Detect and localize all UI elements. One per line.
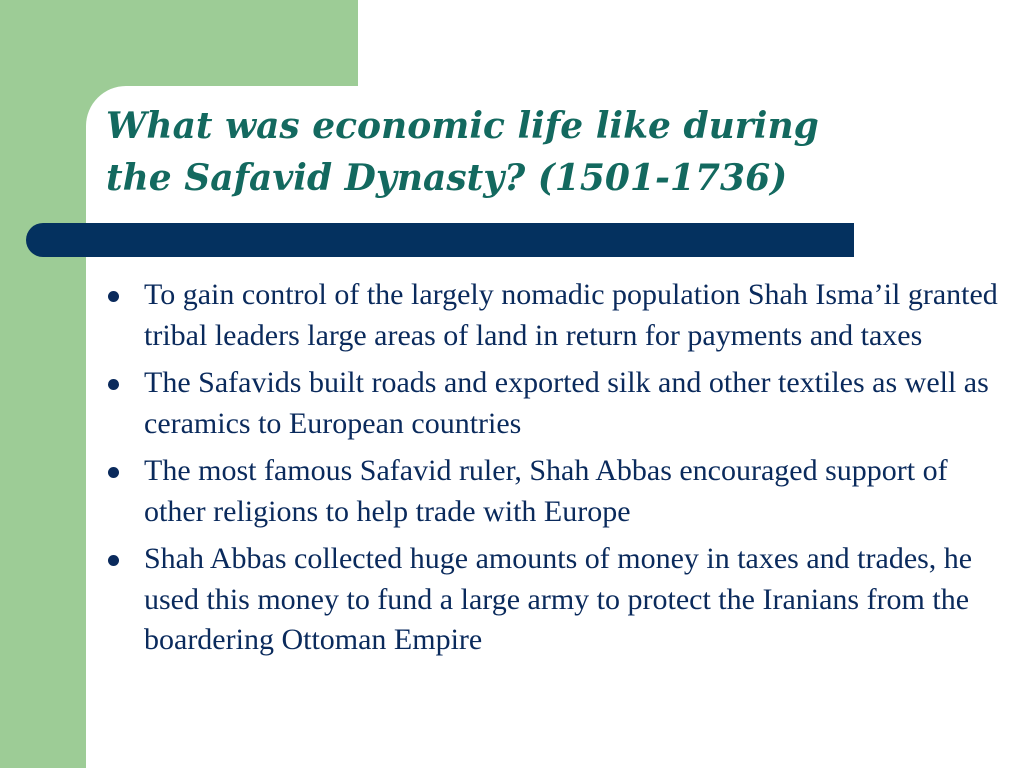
bullet-item (104, 275, 1009, 356)
slide-title: What was economic life like during the Safavid Dynasty? (1501-1736) (106, 105, 819, 199)
title-divider-bar (26, 223, 854, 257)
bullet-text: Shah Abbas collected huge amounts of money in taxes and trades, he used this money to fund a large army to protect the Iranians from the boardering Ottoman Empire (144, 542, 973, 656)
bullet-list (104, 275, 1009, 668)
bullet-text: To gain control of the largely nomadic population Shah Isma’il granted tribal leaders large areas of land in return for payments and taxes (144, 278, 998, 352)
bullet-dot-icon (108, 467, 119, 478)
bullet-text: The most famous Safavid ruler, Shah Abbas encouraged support of other religions to help trade with Europe (144, 454, 948, 528)
bullet-item (104, 451, 1009, 532)
bullet-text: The Safavids built roads and exported silk and other textiles as well as ceramics to European countries (144, 366, 989, 440)
bullet-dot-icon (108, 555, 119, 566)
bullet-dot-icon (108, 291, 119, 302)
bullet-item (104, 539, 1009, 661)
bullet-dot-icon (108, 379, 119, 390)
bullet-item (104, 363, 1009, 444)
